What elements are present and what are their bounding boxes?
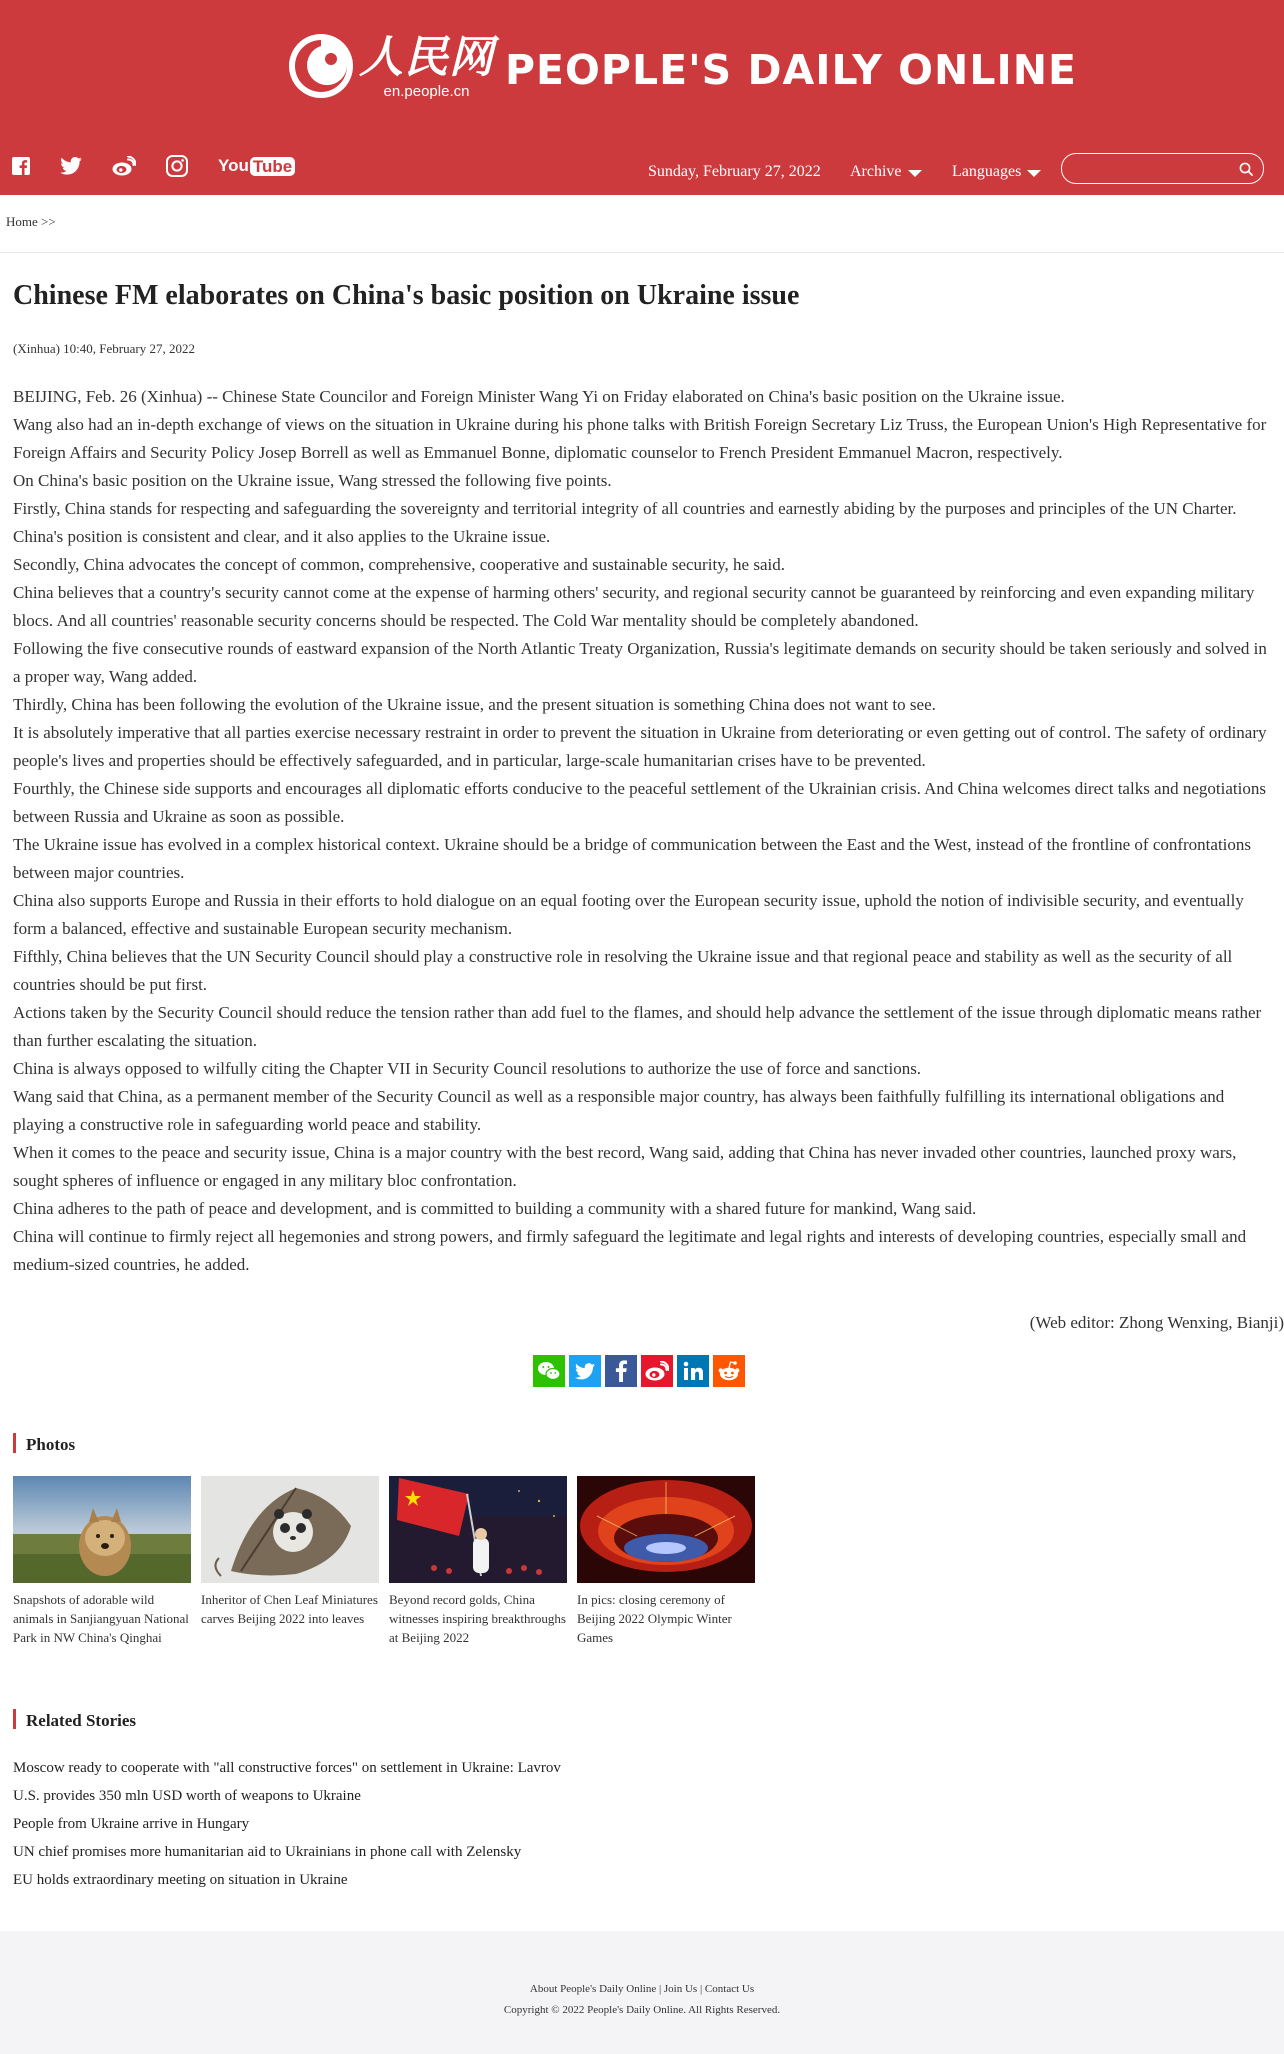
photo-thumbnail[interactable] (13, 1476, 191, 1583)
photo-card[interactable] (201, 1476, 379, 1647)
footer-about-link[interactable]: About People's Daily Online (529, 1983, 657, 1995)
related-story-link[interactable]: UN chief promises more humanitarian aid to Ukrainians in phone call with Zelensky (13, 1844, 522, 1860)
related-stories-list (13, 1754, 561, 1894)
youtube-icon[interactable] (218, 156, 295, 176)
photo-caption[interactable]: In pics: closing ceremony of Beijing 2022 Olympic Winter Games (577, 1592, 732, 1645)
photo-caption[interactable]: Beyond record golds, China witnesses inspiring breakthroughs at Beijing 2022 (389, 1592, 566, 1645)
photo-card[interactable] (577, 1476, 755, 1647)
photos-section-title: Photos (13, 1435, 75, 1455)
languages-menu[interactable] (952, 163, 1041, 181)
footer-contact-link[interactable]: Contact Us (704, 1983, 755, 1995)
photo-card[interactable] (13, 1476, 191, 1647)
article-paragraph: Firstly, China stands for respecting and safeguarding the sovereignty and territorial integrity of all countries and earnestly abiding by the purposes and principles of the UN Charter. China's position is consistent and clear, and it also applies to the Ukraine issue. (13, 499, 1237, 546)
article-paragraph: Following the five consecutive rounds of eastward expansion of the North Atlantic Treaty Organization, Russia's legitimate demands on security should be taken seriously and solved in a proper way, Wang added. (13, 639, 1267, 686)
photo-card[interactable] (389, 1476, 567, 1647)
article-paragraph: China is always opposed to wilfully citing the Chapter VII in Security Council resolutions to authorize the use of force and sanctions. (13, 1059, 922, 1078)
logo-swirl-icon (287, 32, 355, 100)
footer-links (0, 1983, 1284, 1995)
site-header (0, 0, 1284, 195)
photo-caption[interactable]: Inheritor of Chen Leaf Miniatures carves Beijing 2022 into leaves (201, 1592, 378, 1626)
footer-separator: | (658, 1983, 662, 1995)
article-paragraph: Fifthly, China believes that the UN Security Council should play a constructive role in resolving the Ukraine issue and that regional peace and stability as well as the security of all countries should be put first. (13, 947, 1233, 994)
footer-copyright: Copyright © 2022 People's Daily Online. All Rights Reserved. (503, 2004, 781, 2016)
breadcrumb (6, 214, 56, 230)
article-paragraph: On China's basic position on the Ukraine issue, Wang stressed the following five points. (13, 471, 612, 490)
site-logo[interactable] (287, 28, 494, 103)
current-date: Sunday, February 27, 2022 (648, 163, 821, 180)
photos-grid (13, 1476, 765, 1647)
related-story-link[interactable]: People from Ukraine arrive in Hungary (13, 1816, 250, 1832)
photo-thumbnail[interactable] (389, 1476, 567, 1583)
youtube-tube-text: Tube (250, 157, 295, 176)
article-title: Chinese FM elaborates on China's basic position on Ukraine issue (13, 280, 800, 311)
footer-separator: | (699, 1983, 703, 1995)
facebook-icon[interactable] (605, 1355, 637, 1387)
linkedin-icon[interactable] (677, 1355, 709, 1387)
share-bar (533, 1355, 749, 1387)
archive-menu[interactable] (850, 163, 922, 181)
reddit-icon[interactable] (713, 1355, 745, 1387)
photo-thumbnail[interactable] (577, 1476, 755, 1583)
wechat-icon[interactable] (533, 1355, 565, 1387)
article-paragraph: China believes that a country's security cannot come at the expense of harming others' security, and regional security cannot be guaranteed by reinforcing and even expanding military blocs. And all countries' reasonable security concerns should be respected. The Cold War mentality should be completely abandoned. (13, 583, 1255, 630)
logo-url: en.people.cn (383, 82, 470, 100)
article-meta: (Xinhua) 10:40, February 27, 2022 (13, 341, 195, 356)
logo-chinese-text: 人民网 (359, 31, 494, 83)
search-box (1061, 153, 1264, 184)
photo-thumbnail[interactable] (201, 1476, 379, 1583)
article-paragraph: The Ukraine issue has evolved in a complex historical context. Ukraine should be a bridge of communication between the East and the West, instead of the frontline of confrontations between major countries. (13, 835, 1252, 882)
chevron-down-icon (908, 170, 922, 177)
header-divider (0, 252, 1284, 253)
related-section-title: Related Stories (13, 1711, 136, 1731)
article-paragraph: China will continue to firmly reject all hegemonies and strong powers, and firmly safeguard the legitimate and legal rights and interests of developing countries, especially small and medium-sized countries, he added. (13, 1227, 1247, 1274)
breadcrumb-home-link[interactable]: Home (6, 214, 38, 229)
languages-label: Languages (952, 163, 1022, 180)
article-paragraph: Thirdly, China has been following the evolution of the Ukraine issue, and the present situation is something China does not want to see. (13, 695, 936, 714)
weibo-icon[interactable] (641, 1355, 673, 1387)
site-footer (0, 1931, 1284, 2054)
article-paragraph: It is absolutely imperative that all parties exercise necessary restraint in order to prevent the situation in Ukraine from deteriorating or even getting out of control. The safety of ordinary people's lives and properties should be effectively safeguarded, and in particular, large-scale humanitarian crises have to be prevented. (13, 723, 1267, 770)
archive-label: Archive (850, 163, 902, 180)
breadcrumb-separator: >> (41, 214, 56, 229)
article-paragraph: Wang also had an in-depth exchange of views on the situation in Ukraine during his phone talks with British Foreign Secretary Liz Truss, the European Union's High Representative for Foreign Affairs and Security Policy Josep Borrell as well as Emmanuel Bonne, diplomatic counselor to French President Emmanuel Macron, respectively. (13, 415, 1267, 462)
twitter-icon[interactable] (60, 157, 82, 175)
twitter-icon[interactable] (569, 1355, 601, 1387)
photo-caption[interactable]: Snapshots of adorable wild animals in Sanjiangyuan National Park in NW China's Qinghai (13, 1592, 189, 1645)
chevron-down-icon (1027, 170, 1041, 177)
article-paragraph: Wang said that China, as a permanent member of the Security Council as well as a responsible major country, has always been faithfully fulfilling its international obligations and playing a constructive role in safeguarding world peace and stability. (13, 1087, 1225, 1134)
article-paragraph: Fourthly, the Chinese side supports and encourages all diplomatic efforts conducive to the peaceful settlement of the Ukrainian crisis. And China welcomes direct talks and negotiations between Russia and Ukraine as soon as possible. (13, 779, 1266, 826)
web-editor-credit: (Web editor: Zhong Wenxing, Bianji) (1029, 1313, 1284, 1332)
article-paragraph: China adheres to the path of peace and development, and is committed to building a community with a shared future for mankind, Wang said. (13, 1199, 977, 1218)
facebook-icon[interactable] (12, 157, 30, 175)
footer-join-link[interactable]: Join Us (663, 1983, 698, 1995)
article-paragraph: BEIJING, Feb. 26 (Xinhua) -- Chinese State Councilor and Foreign Minister Wang Yi on Friday elaborated on China's basic position on the Ukraine issue. (13, 387, 1065, 406)
youtube-you-text: You (218, 156, 249, 175)
article-paragraph: When it comes to the peace and security issue, China is a major country with the best record, Wang said, adding that China has never invaded other countries, launched proxy wars, sought spheres of influence or engaged in any military bloc confrontation. (13, 1143, 1237, 1190)
search-icon[interactable] (1239, 162, 1253, 176)
article-paragraph: Secondly, China advocates the concept of common, comprehensive, cooperative and sustainable security, he said. (13, 555, 785, 574)
instagram-icon[interactable] (166, 155, 188, 177)
related-story-link[interactable]: EU holds extraordinary meeting on situation in Ukraine (13, 1872, 348, 1888)
search-input[interactable] (1076, 159, 1226, 179)
site-name[interactable]: PEOPLE'S DAILY ONLINE (505, 46, 1078, 94)
social-links (12, 155, 325, 177)
article-body (13, 383, 1275, 1279)
related-story-link[interactable]: U.S. provides 350 mln USD worth of weapons to Ukraine (13, 1788, 361, 1804)
article-paragraph: Actions taken by the Security Council should reduce the tension rather than add fuel to the flames, and should help advance the settlement of the issue through diplomatic means rather than further escalating the situation. (13, 1003, 1262, 1050)
related-story-link[interactable]: Moscow ready to cooperate with "all constructive forces" on settlement in Ukraine: Lavrov (13, 1760, 561, 1776)
article-paragraph: China also supports Europe and Russia in their efforts to hold dialogue on an equal footing over the European security issue, uphold the notion of indivisible security, and eventually form a balanced, effective and sustainable European security mechanism. (13, 891, 1244, 938)
weibo-icon[interactable] (112, 156, 136, 176)
